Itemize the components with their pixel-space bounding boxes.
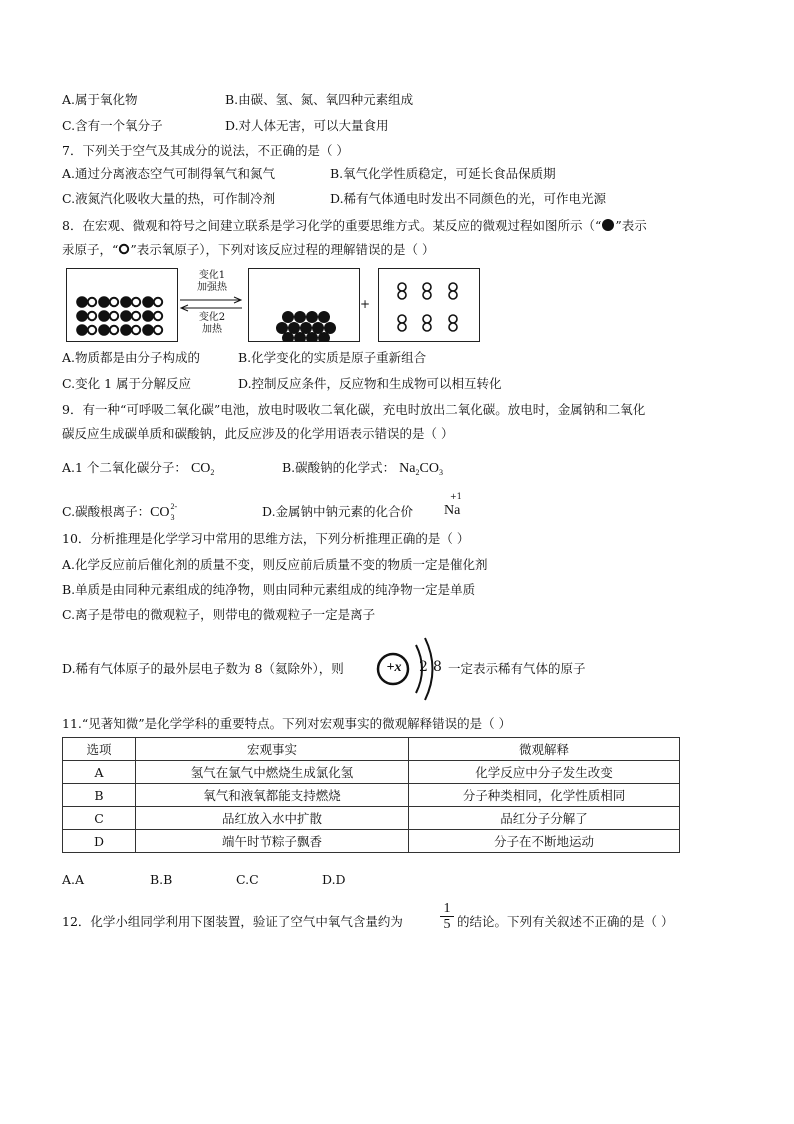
nucleus-charge: +x bbox=[386, 660, 402, 675]
table-cell: 品红放入水中扩散 bbox=[136, 807, 409, 830]
q11-choice-c: C.C bbox=[236, 872, 259, 887]
co-symbol: CO bbox=[419, 461, 439, 476]
q10-option-d-part1: D.稀有气体原子的最外层电子数为 8（氦除外），则 bbox=[62, 661, 344, 676]
q8-stem-part2: ”表示 bbox=[615, 218, 647, 233]
table-row bbox=[63, 784, 680, 807]
shell2-electrons: 8 bbox=[433, 659, 442, 675]
table-row bbox=[63, 830, 680, 853]
q9-option-d bbox=[262, 504, 413, 520]
na-symbol: Na bbox=[399, 461, 416, 476]
mercury-atom-icon bbox=[601, 218, 615, 232]
table-cell: 氢气在氯气中燃烧生成氯化氢 bbox=[136, 761, 409, 784]
change2-label-line2: 加热 bbox=[202, 324, 222, 335]
q8-stem-line1 bbox=[62, 218, 647, 234]
q10-stem: 10．分析推理是化学学习中常用的思维方法，下列分析推理正确的是（ ） bbox=[62, 531, 470, 546]
q8-stem-part4: ”表示氧原子），下列对该反应过程的理解错误的是（ ） bbox=[130, 242, 435, 257]
oxygen-atom-icon bbox=[118, 243, 130, 255]
change1-label-line2: 加强热 bbox=[197, 282, 227, 293]
table-cell: 端午时节粽子飘香 bbox=[136, 830, 409, 853]
q9-option-b-text: B.碳酸钠的化学式： bbox=[282, 460, 396, 475]
q6-option-b: B.由碳、氢、氮、氧四种元素组成 bbox=[225, 92, 414, 107]
q9-option-a-text: A.1 个二氧化碳分子： bbox=[62, 460, 187, 475]
q8-option-d: D.控制反应条件，反应物和生成物可以相互转化 bbox=[238, 376, 502, 391]
carbonate-scripts bbox=[170, 504, 182, 520]
q8-stem-part1: 8．在宏观、微观和符号之间建立联系是学习化学的重要思维方式。某反应的微观过程如图所示（“ bbox=[62, 218, 602, 233]
q8-option-b: B.化学变化的实质是原子重新组合 bbox=[238, 350, 427, 365]
q9-option-c-text: C.碳酸根离子： bbox=[62, 504, 151, 519]
table-cell: 氧气和液氧都能支持燃烧 bbox=[136, 784, 409, 807]
carbonate-charge: 2- bbox=[170, 502, 178, 511]
table-header: 选项 bbox=[63, 738, 136, 761]
q9-option-a bbox=[62, 460, 214, 481]
q11-choice-a: A.A bbox=[62, 872, 85, 887]
q9-stem-line1: 9．有一种“可呼吸二氧化碳”电池，放电时吸收二氧化碳，充电时放出二氧化碳。放电时，金属钠和二氧化 bbox=[62, 402, 646, 417]
q9-option-b bbox=[282, 460, 443, 481]
table-cell: 分子在不断地运动 bbox=[409, 830, 680, 853]
q12-stem-part2: 的结论。下列有关叙述不正确的是（ ） bbox=[457, 914, 674, 929]
co2-symbol: CO bbox=[190, 461, 211, 476]
q7-option-b: B.氧气化学性质稳定，可延长食品保质期 bbox=[330, 166, 556, 181]
change1-label bbox=[190, 270, 234, 294]
table-header: 微观解释 bbox=[409, 738, 680, 761]
co2-formula bbox=[191, 461, 214, 476]
sodium-symbol: Na bbox=[444, 503, 461, 518]
table-header-row bbox=[63, 738, 680, 761]
q9-stem-line2: 碳反应生成碳单质和碳酸钠，此反应涉及的化学用语表示错误的是（ ） bbox=[62, 426, 454, 441]
q10-option-c: C.离子是带电的微观粒子，则带电的微观粒子一定是离子 bbox=[62, 607, 376, 622]
q9-option-d-text: D.金属钠中钠元素的化合价 bbox=[262, 504, 414, 519]
q7-option-c: C.液氮汽化吸收大量的热，可作制冷剂 bbox=[62, 191, 276, 206]
q9-option-c bbox=[62, 504, 182, 521]
table-cell: A bbox=[63, 761, 136, 784]
na-subscript: 2 bbox=[415, 468, 420, 477]
carbonate-symbol: CO bbox=[150, 505, 170, 520]
q10-option-d-part2: 一定表示稀有气体的原子 bbox=[448, 661, 586, 676]
table-cell: 分子种类相同，化学性质相同 bbox=[409, 784, 680, 807]
q10-option-b: B.单质是由同种元素组成的纯净物，则由同种元素组成的纯净物一定是单质 bbox=[62, 582, 476, 597]
table-row bbox=[63, 807, 680, 830]
fraction-one-fifth bbox=[440, 901, 454, 932]
q11-table bbox=[62, 737, 680, 853]
table-cell: 化学反应中分子发生改变 bbox=[409, 761, 680, 784]
q7-stem: 7．下列关于空气及其成分的说法，不正确的是（ ） bbox=[62, 143, 349, 158]
fraction-denominator: 5 bbox=[440, 916, 454, 932]
fraction-numerator: 1 bbox=[443, 901, 451, 916]
q8-stem-line2 bbox=[62, 242, 435, 258]
q8-stem-part3: 汞原子，“ bbox=[62, 242, 119, 257]
q7-option-a: A.通过分离液态空气可制得氧气和氮气 bbox=[62, 166, 276, 181]
oxygen-molecules bbox=[378, 268, 480, 342]
reaction-arrows bbox=[178, 296, 244, 312]
table-cell: 品红分子分解了 bbox=[409, 807, 680, 830]
q12-stem-part1: 12．化学小组同学利用下图装置，验证了空气中氧气含量约为 bbox=[62, 914, 403, 929]
co2-subscript: 2 bbox=[210, 468, 215, 477]
table-header: 宏观事实 bbox=[136, 738, 409, 761]
mercury-atoms-cluster bbox=[248, 268, 360, 342]
q11-choice-b: B.B bbox=[150, 872, 173, 887]
q6-option-a: A.属于氧化物 bbox=[62, 92, 138, 107]
q7-option-d: D.稀有气体通电时发出不同颜色的光，可作电光源 bbox=[330, 191, 607, 206]
q8-option-a: A.物质都是由分子构成的 bbox=[62, 350, 201, 365]
carbonate-subscript: 3 bbox=[170, 513, 175, 522]
q11-choice-d: D.D bbox=[322, 872, 346, 887]
carbonate-ion-formula bbox=[150, 502, 181, 522]
co3-subscript: 3 bbox=[438, 468, 443, 477]
change2-label-line1: 变化2 bbox=[198, 312, 226, 323]
table-cell: C bbox=[63, 807, 136, 830]
table-row bbox=[63, 761, 680, 784]
shell1-electrons: 2 bbox=[419, 659, 428, 675]
plus-sign: + bbox=[360, 297, 371, 311]
q11-stem: 11.“见著知微”是化学学科的重要特点。下列对宏观事实的微观解释错误的是（ ） bbox=[62, 716, 512, 731]
table-cell: B bbox=[63, 784, 136, 807]
q6-option-d: D.对人体无害，可以大量食用 bbox=[225, 118, 389, 133]
q8-option-c: C.变化 1 属于分解反应 bbox=[62, 376, 191, 391]
reactant-molecules bbox=[66, 268, 178, 342]
sodium-valence: +1 bbox=[450, 492, 462, 501]
change1-label-line1: 变化1 bbox=[198, 270, 226, 281]
change2-label bbox=[190, 312, 234, 336]
q10-option-a: A.化学反应前后催化剂的质量不变，则反应前后质量不变的物质一定是催化剂 bbox=[62, 557, 488, 572]
table-cell: D bbox=[63, 830, 136, 853]
q6-option-c: C.含有一个氧分子 bbox=[62, 118, 163, 133]
na2co3-formula bbox=[399, 461, 443, 476]
